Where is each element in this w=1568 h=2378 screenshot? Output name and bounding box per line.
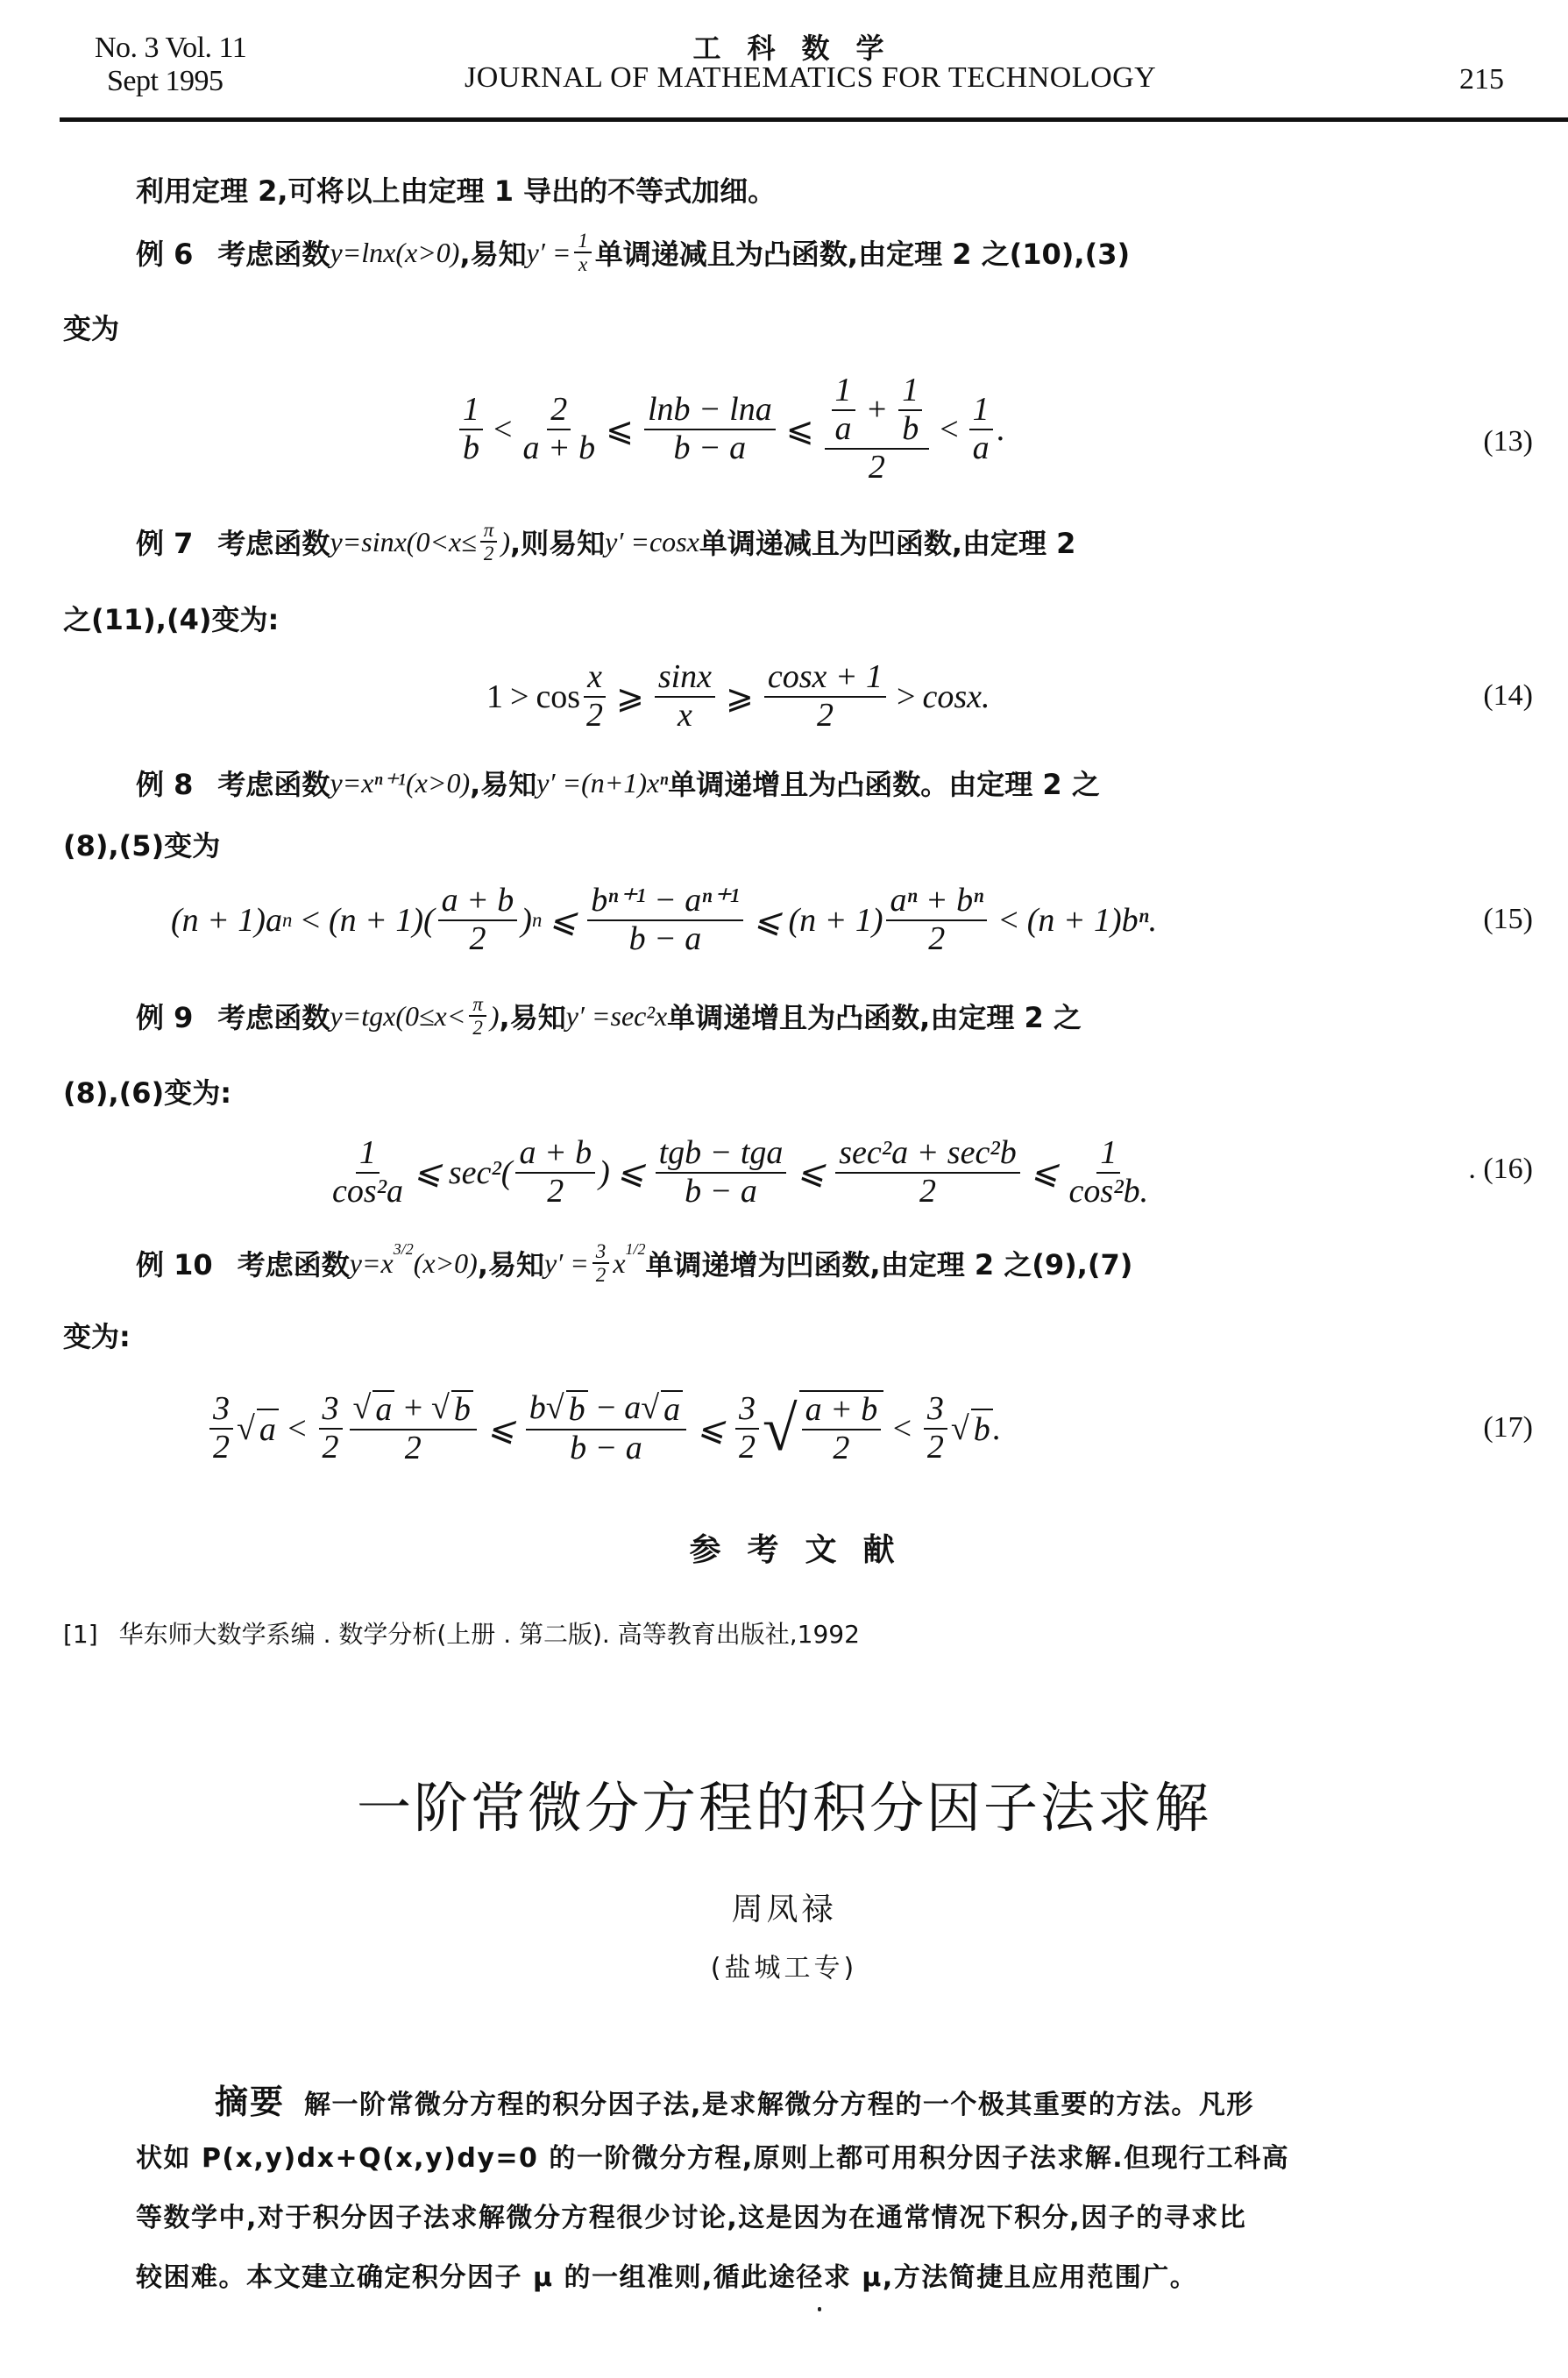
- reference-marker: [1]: [63, 1620, 98, 1649]
- issue-volume: No. 3 Vol. 11: [95, 32, 247, 64]
- text: ,易知: [477, 1248, 544, 1282]
- equation-number: (14): [1483, 679, 1533, 712]
- equation-number: (17): [1483, 1411, 1533, 1444]
- text: 单调递增为凹函数,由定理 2 之(9),(7): [645, 1248, 1133, 1282]
- example-10: [136, 1240, 1132, 1287]
- example-7-cont: 之(11),(4)变为:: [63, 603, 280, 636]
- example-7: [136, 519, 1075, 565]
- text: ,易知: [459, 238, 527, 272]
- abstract-line: [215, 2075, 1254, 2123]
- example-9-cont: (8),(6)变为:: [63, 1076, 231, 1110]
- example-label: 例 7: [136, 527, 194, 561]
- scan-speck: [818, 2307, 821, 2311]
- example-label: 例 8: [136, 768, 194, 801]
- journal-title-en: JOURNAL OF MATHEMATICS FOR TECHNOLOGY: [465, 61, 1157, 94]
- inline-math: y=xⁿ⁺¹(x>0): [330, 767, 471, 799]
- inline-math: (x>0): [413, 1246, 478, 1279]
- fraction: $\frac{\pi}{2}$: [480, 519, 498, 565]
- equation-15: [0, 872, 1568, 969]
- equation-body: $\frac{1}{b}$ < $\frac{2}{a + b}$ ⩽ $\frac{\ln b - \ln a}{b - a}$ ⩽ $\frac{1}{a}$ + $\frac{1}{b}$ 2 < $\frac{1}{a}$ .: [456, 364, 1004, 495]
- text: 考虑函数: [237, 1248, 350, 1282]
- equation-16: [0, 1122, 1568, 1223]
- fraction: $\frac{3}{2}$: [592, 1240, 610, 1287]
- article-title: 一阶常微分方程的积分因子法求解: [356, 1776, 1211, 1840]
- example-8-cont: (8),(5)变为: [63, 829, 221, 862]
- abstract-line: 状如 P(x,y)dx+Q(x,y)dy=0 的一阶微分方程,原则上都可用积分因子法求解.但现行工科高: [136, 2143, 1290, 2174]
- text: ,易知: [470, 768, 537, 801]
- example-9: [136, 993, 1082, 1040]
- equation-number: (13): [1483, 425, 1533, 458]
- inline-math: y′ =: [544, 1246, 589, 1279]
- example-label: 例 6: [136, 238, 194, 272]
- inline-math: y=x: [349, 1246, 394, 1279]
- equation-number: . (16): [1468, 1153, 1533, 1185]
- text: 单调递增且为凸函数。由定理 2 之: [668, 768, 1100, 801]
- text: 考虑函数: [217, 527, 330, 561]
- abstract-line: 等数学中,对于积分因子法求解微分方程很少讨论,这是因为在通常情况下积分,因子的寻求比: [136, 2203, 1247, 2233]
- journal-title-cn: 工科数学: [692, 32, 911, 65]
- text: 单调递减且为凹函数,由定理 2: [699, 527, 1076, 561]
- equation-13: [0, 346, 1568, 500]
- inline-math: ): [500, 525, 510, 557]
- example-10-cont: 变为:: [63, 1320, 131, 1353]
- references-heading: 参考文献: [689, 1532, 921, 1568]
- inline-math: y′ =cosx: [605, 525, 699, 557]
- reference-item: [63, 1615, 860, 1650]
- exponent: 3/2: [393, 1240, 414, 1258]
- equation-body: 1 > cos $\frac{x}{2}$ ⩾ $\frac{\sin x}{x}$ ⩾ $\frac{\cos x + 1}{2}$ > cosx.: [486, 658, 990, 734]
- page-number: 215: [1459, 63, 1504, 96]
- article-author: 周凤禄: [731, 1892, 837, 1927]
- example-label: 例 10: [136, 1248, 213, 1282]
- fraction: $\frac{\pi}{2}$: [469, 993, 486, 1040]
- text: 单调递增且为凸函数,由定理 2 之: [667, 1001, 1082, 1035]
- equation-14: [0, 649, 1568, 745]
- header-rule: [60, 117, 1568, 122]
- equation-17: [0, 1376, 1568, 1481]
- inline-math: x: [613, 1246, 626, 1279]
- fraction: $\frac{1}{x}$: [574, 230, 592, 276]
- example-6-cont: 变为: [63, 312, 120, 345]
- inline-math: ): [489, 999, 500, 1032]
- example-label: 例 9: [136, 1001, 194, 1035]
- inline-math: y′ =: [526, 236, 571, 268]
- equation-body: $\frac{3}{2}$ √ a < $\frac{3}{2}$ √ a + √ b 2 ⩽ b √ b − a √ a b − a ⩽ $\frac{3}{2}$ √ $\frac{a + b}{2}$ < $\frac{3}{2}$ √ b .: [206, 1376, 1001, 1481]
- text: 考虑函数: [217, 768, 330, 801]
- equation-body: $\frac{1}{\text{cos²a}}$ ⩽ sec²( $\frac{a + b}{2}$ ) ⩽ $\frac{\text{tgb − tga}}{b - a}$ ⩽ $\frac{\text{sec²a + sec²b}}{2}$ ⩽ $\frac{1}{\text{cos²b.}}$: [332, 1133, 1149, 1210]
- reference-text: 华东师大数学系编 . 数学分析(上册 . 第二版). 高等教育出版社,1992: [118, 1620, 860, 1649]
- abstract-text: 解一阶常微分方程的积分因子法,是求解微分方程的一个极其重要的方法。凡形: [304, 2090, 1254, 2120]
- inline-math: y′ =(n+1)xⁿ: [536, 766, 669, 799]
- article-affiliation: (盐城工专): [710, 1953, 858, 1984]
- text: 单调递减且为凸函数,由定理 2 之(10),(3): [594, 238, 1131, 272]
- inline-math: y=sinx(0<x≤: [330, 525, 477, 557]
- equation-number: (15): [1483, 903, 1533, 935]
- inline-math: y′ =sec²x: [565, 999, 668, 1032]
- inline-math: y=lnx(x>0): [330, 236, 460, 268]
- intro-paragraph: 利用定理 2,可将以上由定理 1 导出的不等式加细。: [136, 174, 777, 208]
- equation-body: (n + 1) a n < (n + 1)( $\frac{a + b}{2}$ ) n ⩽ $\frac{\text{bⁿ⁺¹ − aⁿ⁺¹}}{b - a}$ ⩽ (n + 1) $\frac{\text{aⁿ + bⁿ}}{2}$ < (n + 1)bⁿ.: [171, 882, 1158, 957]
- abstract-line: 较困难。本文建立确定积分因子 μ 的一组准则,循此途径求 μ,方法简捷且应用范围广。: [136, 2262, 1198, 2293]
- text: ,易知: [499, 1001, 566, 1035]
- text: ,则易知: [510, 527, 606, 561]
- example-8: [136, 763, 1100, 803]
- text: 考虑函数: [217, 238, 330, 272]
- exponent: 1/2: [625, 1240, 646, 1258]
- inline-math: y=tgx(0≤x<: [330, 999, 466, 1032]
- abstract-label: 摘要: [215, 2083, 286, 2121]
- issue-date: Sept 1995: [107, 65, 223, 97]
- text: 考虑函数: [217, 1001, 330, 1035]
- example-6: [136, 230, 1130, 276]
